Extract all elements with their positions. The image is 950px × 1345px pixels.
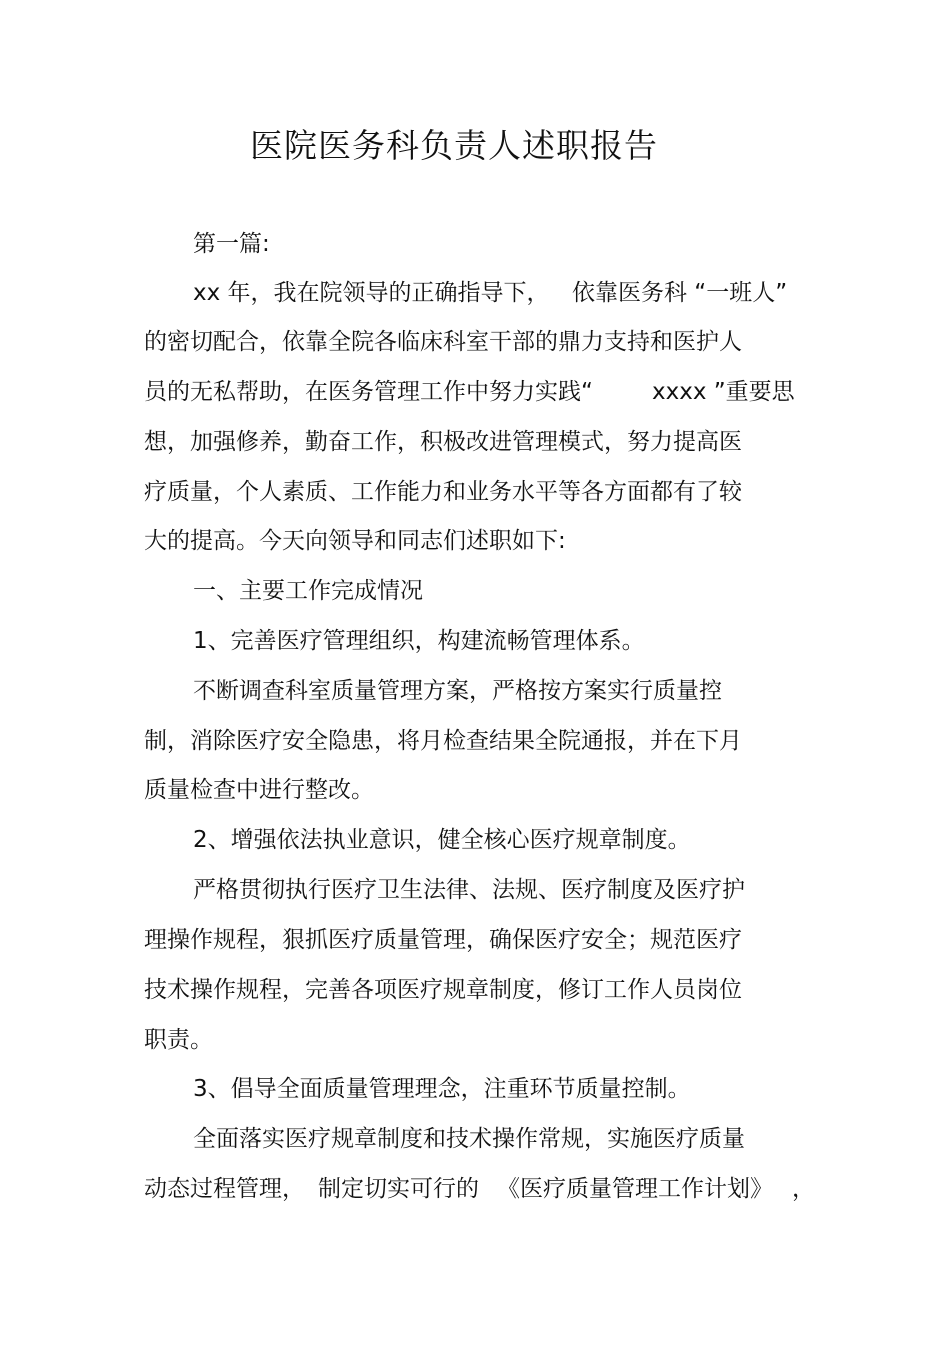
paragraph-line: 大的提高。今天向领导和同志们述职如下: — [144, 528, 566, 554]
paragraph-line: 《医疗质量管理工作计划》 — [497, 1176, 773, 1202]
paragraph-line: 员的无私帮助，在医务管理工作中努力实践“ — [144, 379, 593, 405]
paragraph-line: 职责。 — [144, 1027, 213, 1053]
section-label: 第一篇: — [193, 231, 270, 257]
paragraph-line: 不断调查科室质量管理方案，严格按方案实行质量控 — [193, 678, 722, 704]
paragraph-line: 制，消除医疗安全隐患，将月检查结果全院通报，并在下月 — [144, 728, 742, 754]
subsection-heading: 1、完善医疗管理组织，构建流畅管理体系。 — [193, 628, 645, 654]
document-title: 医院医务科负责人述职报告 — [250, 126, 658, 165]
paragraph-line: xxxx ”重要思 — [652, 379, 795, 405]
paragraph-line: ， — [792, 1176, 815, 1202]
paragraph-line: 技术操作规程，完善各项医疗规章制度，修订工作人员岗位 — [144, 977, 742, 1003]
paragraph-line: 严格贯彻执行医疗卫生法律、法规、医疗制度及医疗护 — [193, 877, 745, 903]
section-heading: 一、主要工作完成情况 — [193, 578, 423, 604]
subsection-heading: 3、倡导全面质量管理理念，注重环节质量控制。 — [193, 1076, 691, 1102]
subsection-heading: 2、增强依法执业意识，健全核心医疗规章制度。 — [193, 827, 691, 853]
paragraph-line: 动态过程管理， — [144, 1176, 305, 1202]
paragraph-line: 依靠医务科 “一班人” — [572, 280, 788, 306]
paragraph-line: 质量检查中进行整改。 — [144, 777, 374, 803]
paragraph-line: 理操作规程，狠抓医疗质量管理，确保医疗安全；规范医疗 — [144, 927, 742, 953]
paragraph-line: 全面落实医疗规章制度和技术操作常规，实施医疗质量 — [193, 1126, 745, 1152]
paragraph-line: 制定切实可行的 — [318, 1176, 479, 1202]
paragraph-line: xx 年，我在院领导的正确指导下， — [193, 280, 550, 306]
paragraph-line: 想，加强修养，勤奋工作，积极改进管理模式，努力提高医 — [144, 429, 742, 455]
paragraph-line: 的密切配合，依靠全院各临床科室干部的鼎力支持和医护人 — [144, 329, 742, 355]
paragraph-line: 疗质量，个人素质、工作能力和业务水平等各方面都有了较 — [144, 479, 742, 505]
